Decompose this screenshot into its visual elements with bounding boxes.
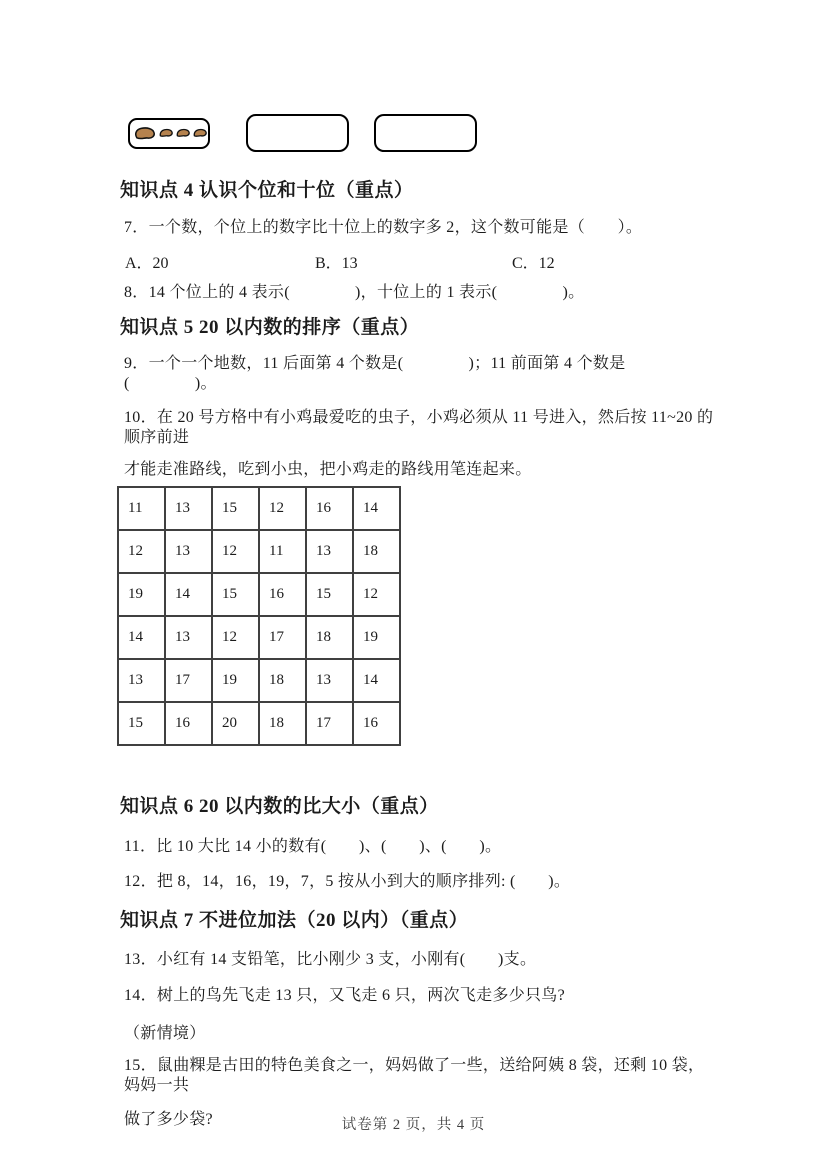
section7-heading: 知识点 7 不进位加法（20 以内）（重点） <box>120 910 469 931</box>
question-12: 12．把 8，14，16，19，7，5 按从小到大的顺序排列: ( )。 <box>124 873 571 890</box>
grid-cell: 12 <box>353 573 400 616</box>
question-15-line1: 15．鼠曲粿是古田的特色美食之一，妈妈做了一些，送给阿姨 8 袋，还剩 10 袋，妈妈一共 <box>124 1057 705 1094</box>
section4-heading: 知识点 4 认识个位和十位（重点） <box>120 180 414 201</box>
grid-cell: 18 <box>353 530 400 573</box>
grid-cell: 12 <box>118 530 165 573</box>
empty-answer-box-2 <box>374 114 477 152</box>
grid-cell: 15 <box>306 573 353 616</box>
grid-row <box>118 530 400 573</box>
grid-cell: 18 <box>306 616 353 659</box>
grid-cell: 20 <box>212 702 259 745</box>
grid-cell: 14 <box>353 487 400 530</box>
grid-cell: 17 <box>165 659 212 702</box>
grid-cell: 17 <box>259 616 306 659</box>
grid-cell: 18 <box>259 659 306 702</box>
bean-count-box <box>128 118 210 149</box>
page-footer: 试卷第 2 页，共 4 页 <box>341 1117 486 1133</box>
grid-cell: 13 <box>165 487 212 530</box>
grid-cell: 15 <box>212 487 259 530</box>
question-7-options <box>120 250 717 270</box>
empty-answer-box-1 <box>246 114 349 152</box>
grid-row <box>118 573 400 616</box>
number-grid <box>117 486 401 746</box>
option-c: C．12 <box>512 255 555 272</box>
question-14: 14．树上的鸟先飞走 13 只，又飞走 6 只，两次飞走多少只鸟? <box>124 987 566 1004</box>
question-13: 13．小红有 14 支铅笔，比小刚少 3 支，小刚有( )支。 <box>124 951 537 968</box>
section5-heading: 知识点 5 20 以内数的排序（重点） <box>120 317 420 338</box>
grid-cell: 11 <box>118 487 165 530</box>
grid-cell: 15 <box>118 702 165 745</box>
grid-cell: 14 <box>165 573 212 616</box>
grid-cell: 13 <box>306 530 353 573</box>
question-10-line1: 10．在 20 号方格中有小鸡最爱吃的虫子，小鸡必须从 11 号进入，然后按 11~20 的顺序前进 <box>124 409 714 446</box>
bean-icon <box>176 128 191 138</box>
context-note: （新情境） <box>124 1025 206 1042</box>
grid-cell: 19 <box>118 573 165 616</box>
grid-cell: 16 <box>165 702 212 745</box>
bean-icon <box>193 128 208 138</box>
grid-cell: 14 <box>118 616 165 659</box>
grid-cell: 13 <box>118 659 165 702</box>
grid-cell: 19 <box>353 616 400 659</box>
question-10-line2: 才能走准路线，吃到小虫，把小鸡走的路线用笔连起来。 <box>124 461 532 478</box>
option-a: A．20 <box>125 255 169 272</box>
grid-cell: 18 <box>259 702 306 745</box>
grid-cell: 12 <box>212 616 259 659</box>
grid-cell: 17 <box>306 702 353 745</box>
grid-row <box>118 702 400 745</box>
grid-row <box>118 659 400 702</box>
option-b: B．13 <box>315 255 358 272</box>
grid-cell: 12 <box>212 530 259 573</box>
grid-cell: 16 <box>259 573 306 616</box>
question-7: 7．一个数，个位上的数字比十位上的数字多 2，这个数可能是（ ）。 <box>124 219 643 236</box>
question-11: 11．比 10 大比 14 小的数有( )、( )、( )。 <box>124 838 502 855</box>
grid-cell: 19 <box>212 659 259 702</box>
bean-icon <box>159 128 174 138</box>
bean-icon <box>134 126 157 141</box>
question-9: 9．一个一个地数，11 后面第 4 个数是( )；11 前面第 4 个数是( )。 <box>124 355 626 392</box>
question-15-line2: 做了多少袋? <box>124 1111 213 1128</box>
grid-row <box>118 487 400 530</box>
question-8: 8．14 个位上的 4 表示( )，十位上的 1 表示( )。 <box>124 284 585 301</box>
grid-cell: 16 <box>306 487 353 530</box>
counting-boxes-row <box>120 0 717 153</box>
grid-cell: 13 <box>165 530 212 573</box>
grid-cell: 13 <box>165 616 212 659</box>
grid-cell: 11 <box>259 530 306 573</box>
grid-cell: 15 <box>212 573 259 616</box>
grid-cell: 12 <box>259 487 306 530</box>
grid-cell: 13 <box>306 659 353 702</box>
grid-cell: 16 <box>353 702 400 745</box>
grid-row <box>118 616 400 659</box>
grid-cell: 14 <box>353 659 400 702</box>
section6-heading: 知识点 6 20 以内数的比大小（重点） <box>120 796 439 817</box>
